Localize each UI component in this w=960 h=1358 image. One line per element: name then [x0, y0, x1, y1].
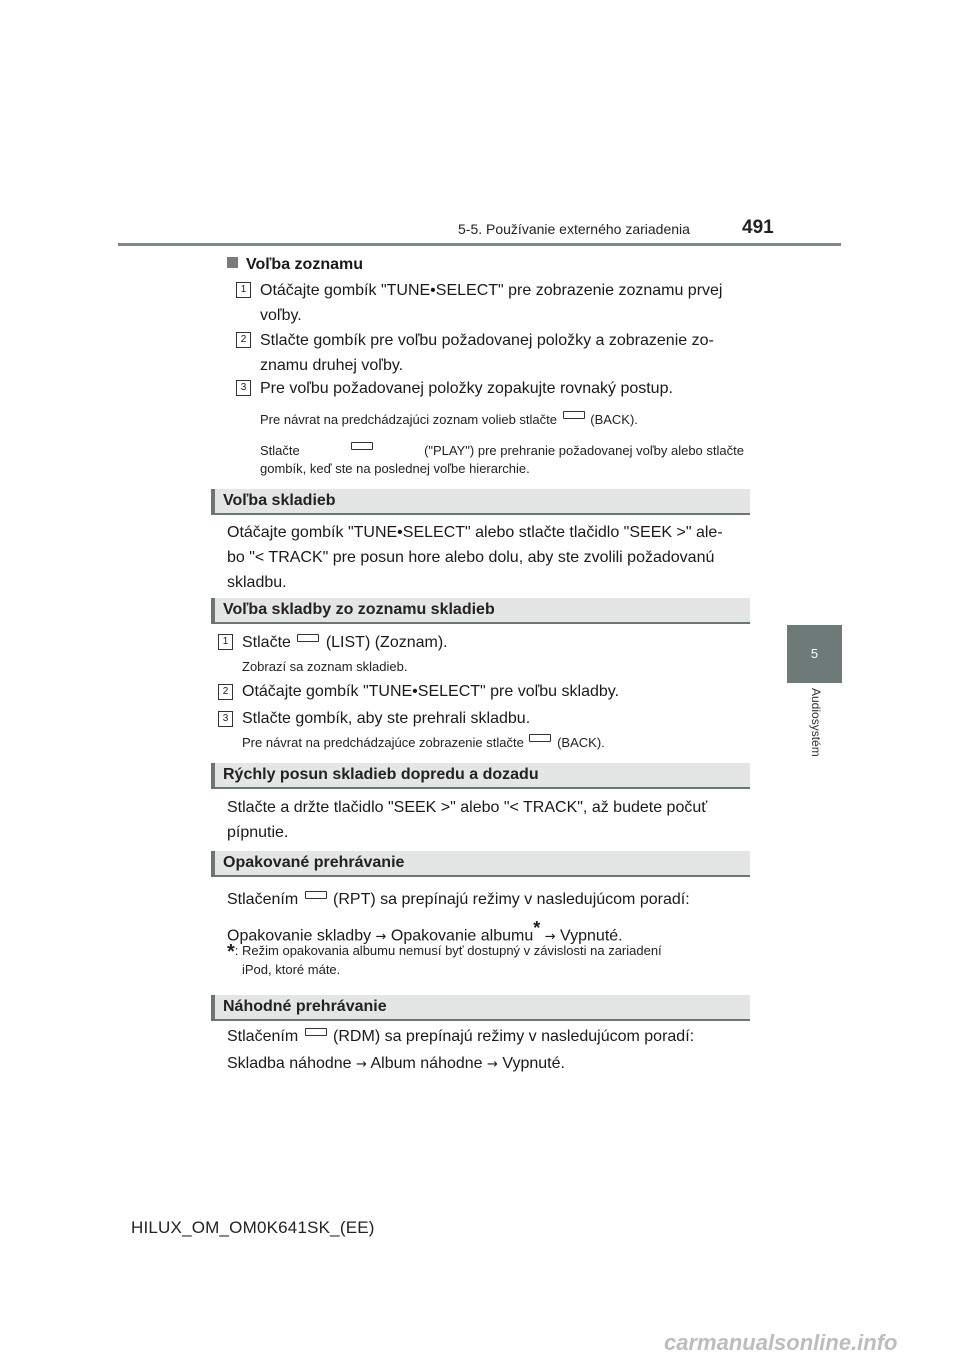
right-arrow-icon: →: [375, 929, 387, 945]
header-divider: [118, 243, 841, 246]
note-text: Zobrazí sa zoznam skladieb.: [242, 659, 408, 674]
section-heading-bar: Voľba skladby zo zoznamu skladieb: [211, 598, 750, 624]
right-arrow-icon: →: [544, 929, 556, 945]
section-heading-bar: Voľba skladieb: [211, 489, 750, 515]
step-text: Stlačte (LIST) (Zoznam).: [242, 634, 448, 651]
back-button-icon: [563, 411, 585, 419]
right-arrow-icon: →: [356, 1057, 367, 1072]
step-number-box: 2: [218, 684, 233, 700]
watermark: carmanualsonline.info: [664, 1330, 898, 1355]
page-number: 491: [742, 217, 774, 238]
document-code: HILUX_OM_OM0K641SK_(EE): [131, 1218, 375, 1237]
step-text: Otáčajte gombík "TUNE•SELECT" pre zobrazenie zoznamu prvej voľby.: [260, 282, 723, 324]
step-number-box: 1: [218, 634, 233, 650]
chapter-tab-label: Audiosystém: [809, 688, 823, 757]
paragraph: Stlačením (RPT) sa prepínajú režimy v nasledujúcom poradí: Opakovanie skladby → Opakovanie albumu* → Vypnuté.: [227, 891, 690, 945]
section-heading-bar: Náhodné prehrávanie: [211, 995, 750, 1021]
paragraph: Otáčajte gombík "TUNE•SELECT" alebo stlačte tlačidlo "SEEK >" ale- bo "< TRACK" pre posun hore alebo dolu, aby ste zvolili požadovanú skladbu.: [227, 524, 723, 591]
step-number-box: 1: [236, 282, 251, 298]
step-text: Stlačte gombík, aby ste prehrali skladbu.: [242, 710, 531, 727]
rdm-button-icon: [305, 1028, 327, 1036]
section-heading-bar: Rýchly posun skladieb dopredu a dozadu: [211, 763, 750, 789]
step-number-box: 3: [236, 380, 251, 396]
chapter-tab-number: 5: [787, 625, 842, 683]
subsection-title: Voľba zoznamu: [227, 256, 363, 274]
step-number-box: 2: [236, 332, 251, 348]
section-title: 5-5. Používanie externého zariadenia: [458, 221, 690, 237]
paragraph: Stlačením (RDM) sa prepínajú režimy v nasledujúcom poradí: Skladba náhodne → Album náhodne → Vypnuté.: [227, 1028, 695, 1072]
section-heading-bar: Opakované prehrávanie: [211, 851, 750, 877]
footnote: *: Režim opakovania albumu nemusí byť dostupný v závislosti na zariadení iPod, ktoré máte.: [227, 941, 662, 977]
step-number-box: 3: [218, 711, 233, 727]
paragraph: Stlačte a držte tlačidlo "SEEK >" alebo "< TRACK", až budete počuť pípnutie.: [227, 799, 708, 841]
right-arrow-icon: →: [487, 1057, 498, 1072]
note-text: Pre návrat na predchádzajúci zoznam volieb stlačte (BACK).: [260, 412, 638, 427]
step-text: Pre voľbu požadovanej položky zopakujte rovnaký postup.: [260, 380, 673, 397]
note-text: Pre návrat na predchádzajúce zobrazenie stlačte (BACK).: [242, 735, 605, 750]
square-bullet-icon: [227, 257, 238, 268]
step-text: Stlačte gombík pre voľbu požadovanej položky a zobrazenie zo- znamu druhej voľby.: [260, 332, 714, 374]
play-button-icon: [351, 442, 373, 450]
back-button-icon: [529, 734, 551, 742]
list-button-icon: [297, 634, 319, 642]
note-text: Stlačte ("PLAY") pre prehranie požadovanej voľby alebo stlačte gombík, keď ste na poslednej voľbe hierarchie.: [260, 443, 744, 476]
step-text: Otáčajte gombík "TUNE•SELECT" pre voľbu skladby.: [242, 683, 620, 700]
rpt-button-icon: [305, 891, 327, 899]
